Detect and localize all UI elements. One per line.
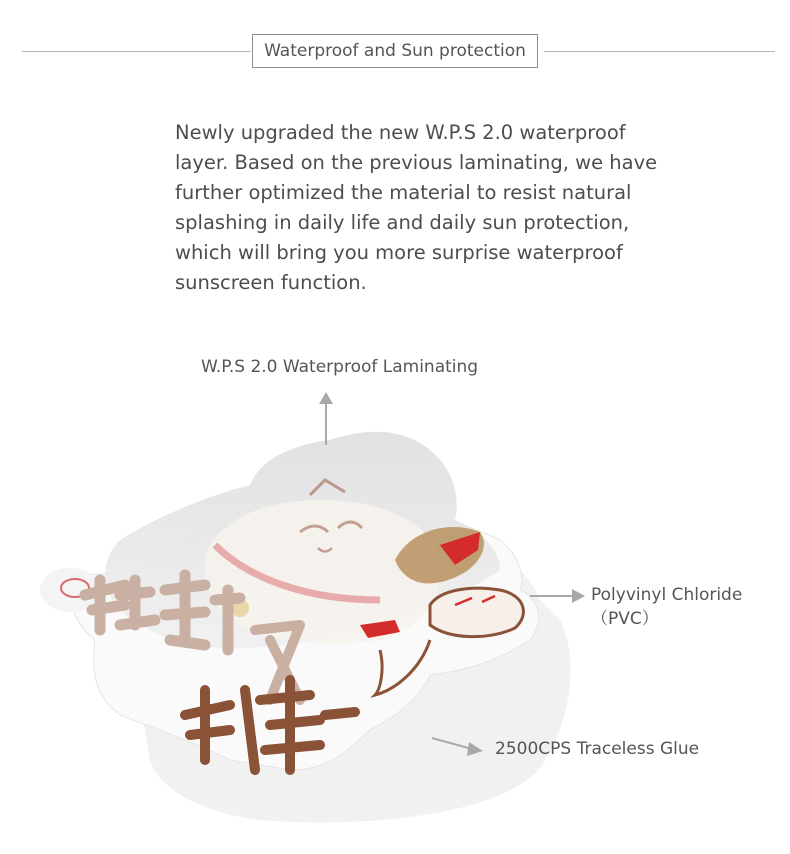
laminate-arrow [319, 392, 333, 445]
pvc-label-line1: Polyvinyl Chloride [591, 585, 743, 605]
laminate-label: W.P.S 2.0 Waterproof Laminating [201, 357, 479, 377]
pvc-label [591, 583, 742, 631]
glue-label: 2500CPS Traceless Glue [495, 739, 700, 759]
intro-paragraph: Newly upgraded the new W.P.S 2.0 waterproof layer. Based on the previous laminating, we have further optimized the material to resist natural splashing in daily life and daily sun protection, which will bring you more surprise waterproof sunscreen function. [175, 121, 658, 294]
pvc-label-line2: （PVC） [591, 609, 659, 629]
section-title: Waterproof and Sun protection [252, 34, 538, 68]
